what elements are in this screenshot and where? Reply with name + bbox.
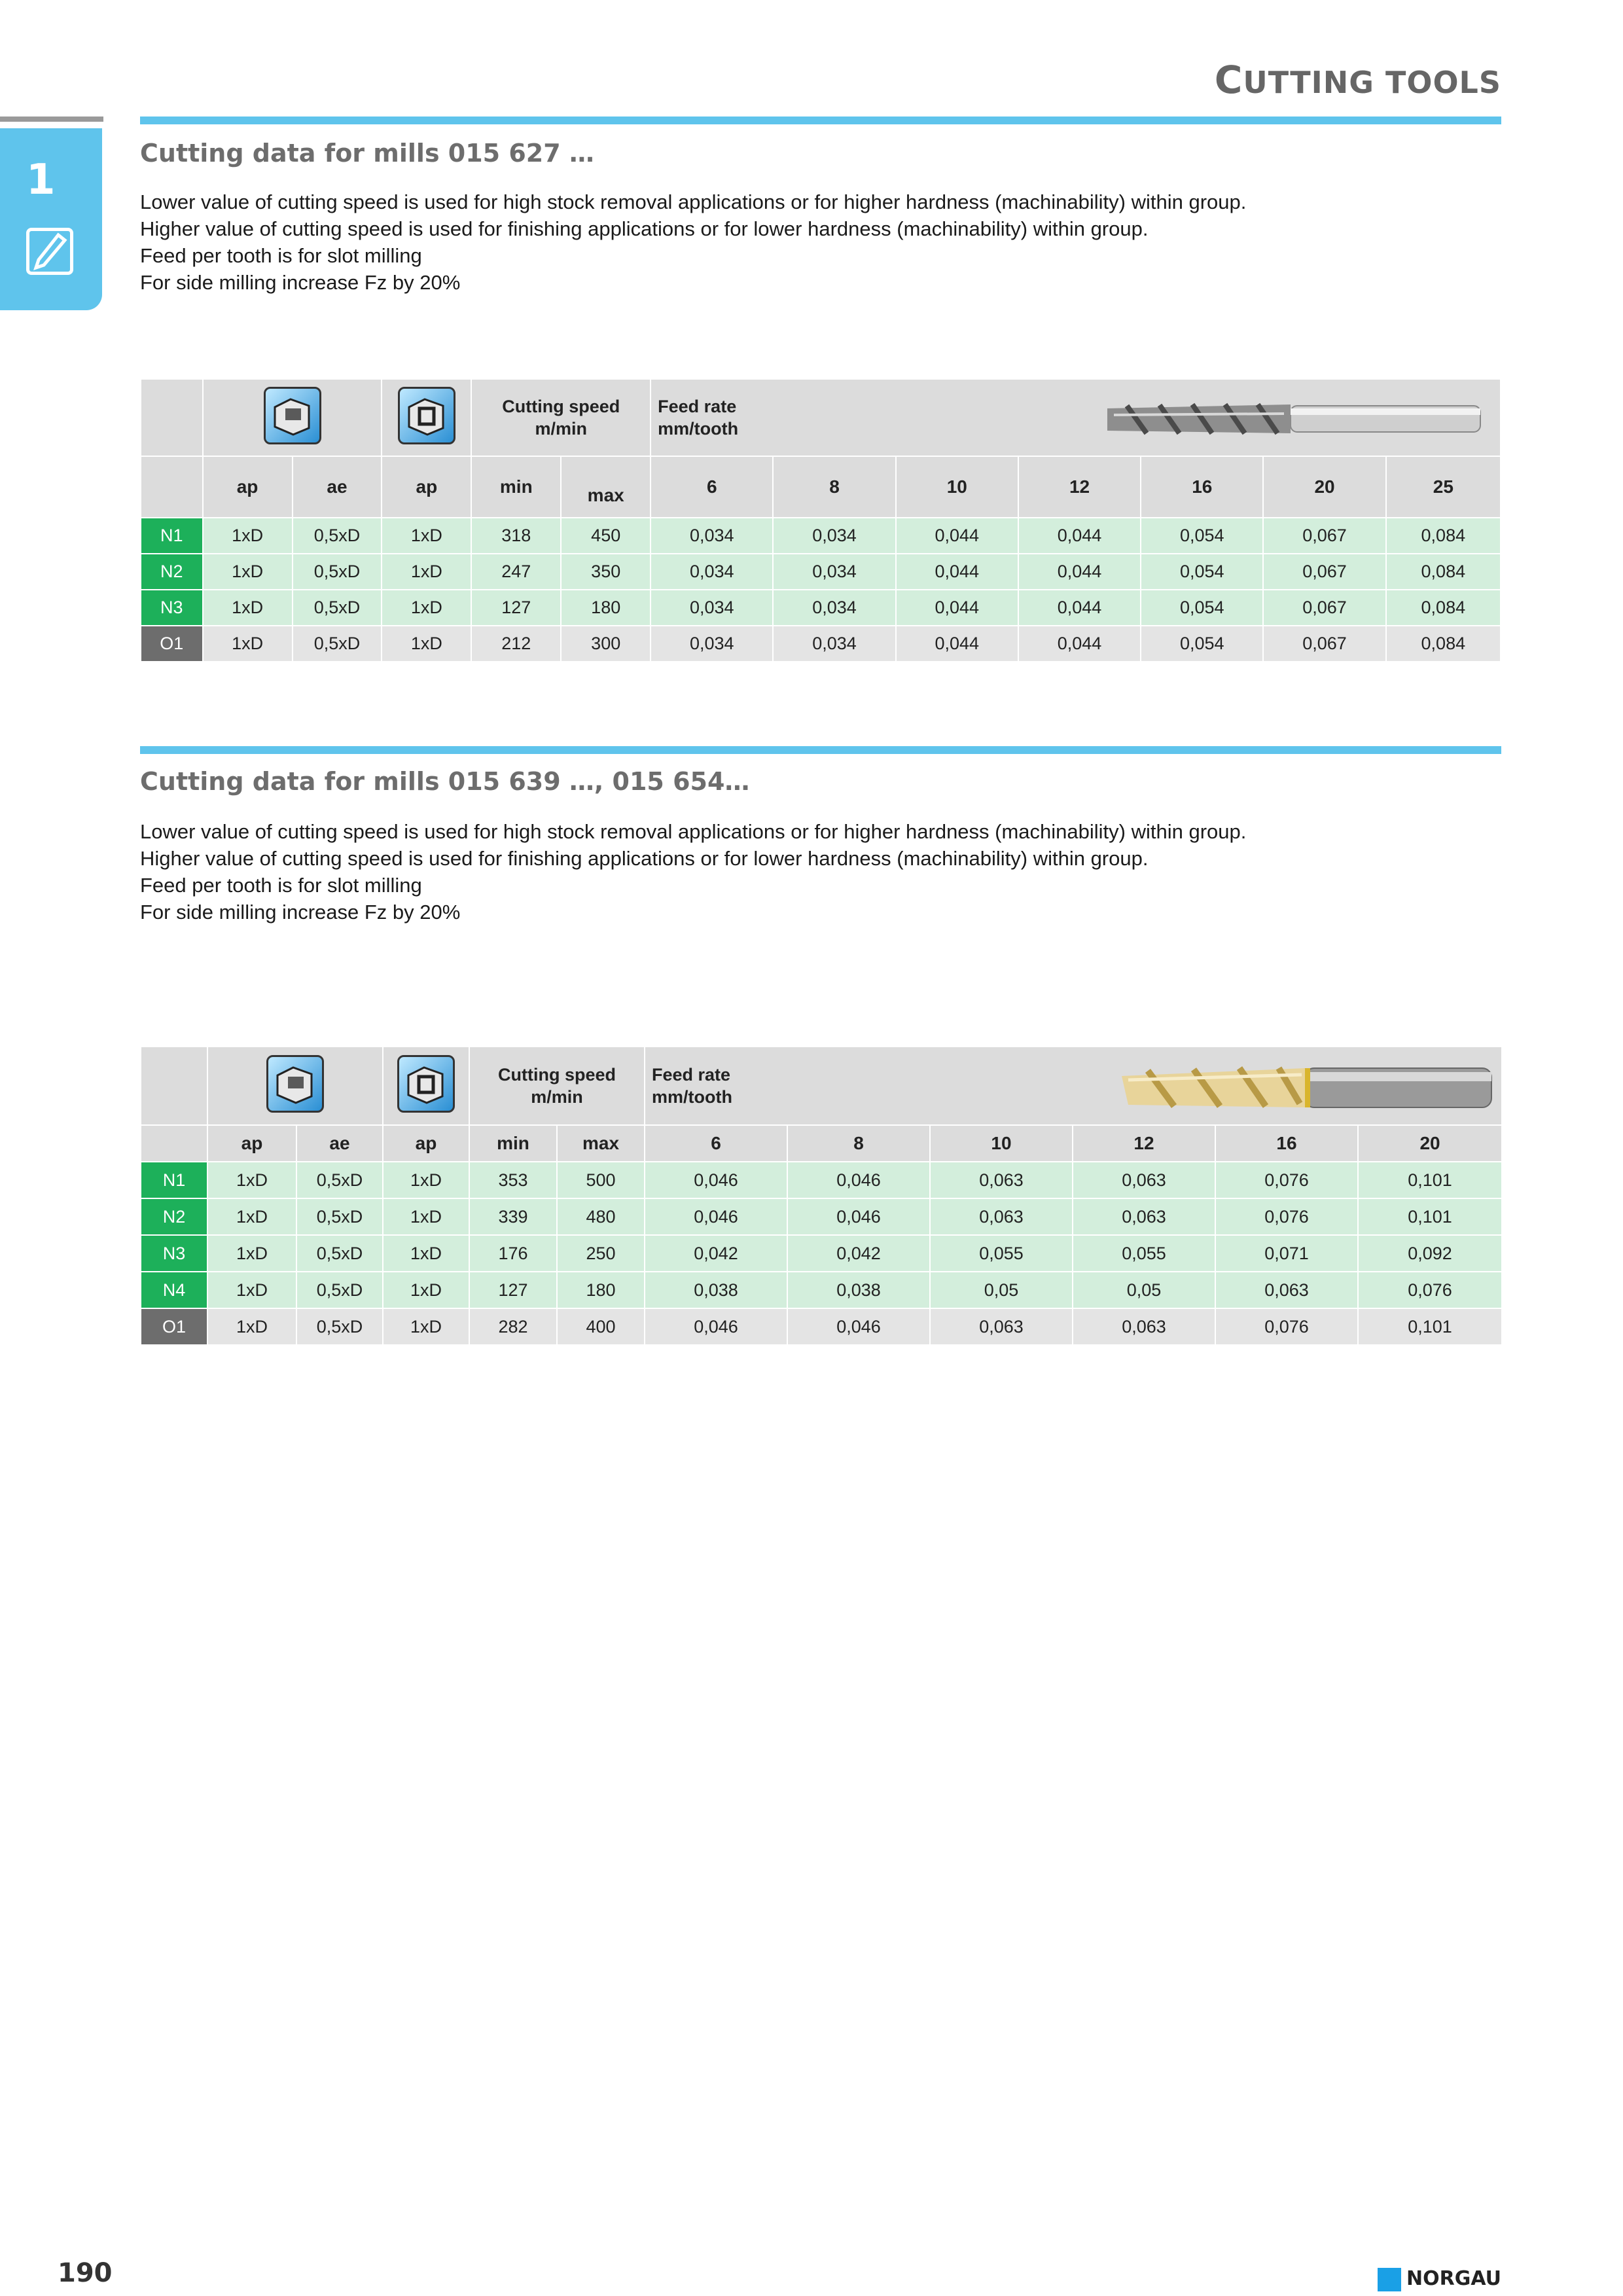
corner-cell	[141, 379, 203, 456]
slot-milling-icon	[266, 1055, 324, 1113]
header-title-rest: UTTING TOOLS	[1243, 65, 1501, 100]
page-number: 190	[58, 2258, 113, 2288]
feed-rate-header	[645, 1047, 1502, 1125]
cutting-speed-unit: m/min	[535, 419, 587, 439]
column-header: ap	[383, 1125, 469, 1162]
table-cell: 0,101	[1358, 1198, 1502, 1235]
table-cell: 0,044	[896, 626, 1018, 662]
header-title-cap: C	[1214, 58, 1243, 102]
drill-icon	[26, 228, 73, 275]
column-header: 20	[1358, 1125, 1502, 1162]
material-group-cell: N1	[141, 518, 203, 554]
table-cell: 1xD	[382, 590, 471, 626]
table-cell: 0,044	[896, 518, 1018, 554]
feed-rate-unit: mm/tooth	[652, 1087, 732, 1107]
material-group-cell: N1	[141, 1162, 207, 1198]
table-cell: 0,067	[1263, 518, 1385, 554]
material-group-cell: N4	[141, 1272, 207, 1308]
column-header: 16	[1215, 1125, 1358, 1162]
table-cell: 0,044	[1018, 626, 1141, 662]
table-row	[141, 1162, 1502, 1198]
section1-notes	[140, 188, 1246, 296]
table-cell: 0,034	[773, 518, 895, 554]
table-cell: 282	[469, 1308, 557, 1345]
corner-cell	[141, 1047, 207, 1125]
table-cell: 0,101	[1358, 1308, 1502, 1345]
column-header: 20	[1263, 456, 1385, 518]
corner-cell	[141, 456, 203, 518]
cutting-speed-unit: m/min	[531, 1087, 583, 1107]
table-cell: 1xD	[207, 1308, 296, 1345]
table-cell: 1xD	[383, 1162, 469, 1198]
table-cell: 1xD	[383, 1235, 469, 1272]
table-cell: 0,5xD	[293, 626, 382, 662]
column-header: 8	[787, 1125, 930, 1162]
material-group-cell: O1	[141, 1308, 207, 1345]
pocket-milling-icon-cell	[382, 379, 471, 456]
section1-note: Higher value of cutting speed is used for finishing applications or for lower hardness (machinability) within group.	[140, 217, 1149, 240]
table-row	[141, 590, 1501, 626]
table-row	[141, 1235, 1502, 1272]
table-cell: 350	[561, 554, 651, 590]
table-cell: 0,034	[773, 626, 895, 662]
column-header: 6	[651, 456, 773, 518]
cutting-speed-label: Cutting speed	[498, 1065, 616, 1085]
table-cell: 127	[471, 590, 561, 626]
slot-milling-icon-cell	[207, 1047, 383, 1125]
cutting-data-table-2	[140, 1046, 1503, 1346]
table-cell: 0,5xD	[293, 518, 382, 554]
pocket-milling-icon	[398, 387, 455, 444]
section2-title: Cutting data for mills 015 639 …, 015 654…	[140, 767, 750, 796]
section1-title: Cutting data for mills 015 627 …	[140, 139, 594, 168]
table-row	[141, 1198, 1502, 1235]
table-cell: 0,046	[645, 1162, 787, 1198]
cutting-speed-header	[471, 379, 651, 456]
material-group-cell: N3	[141, 590, 203, 626]
column-header: ap	[382, 456, 471, 518]
table-cell: 353	[469, 1162, 557, 1198]
section2-note: Lower value of cutting speed is used for high stock removal applications or for higher hardness (machinability) within group.	[140, 820, 1247, 843]
feed-rate-label: Feed rate	[652, 1065, 731, 1085]
table-cell: 0,054	[1141, 518, 1263, 554]
section1-note: For side milling increase Fz by 20%	[140, 271, 461, 294]
table-cell: 0,05	[1073, 1272, 1215, 1308]
table-cell: 0,044	[896, 590, 1018, 626]
section2-note: Feed per tooth is for slot milling	[140, 874, 422, 897]
table-cell: 0,5xD	[293, 590, 382, 626]
brand-logo	[1378, 2267, 1501, 2291]
table-cell: 0,071	[1215, 1235, 1358, 1272]
table-cell: 339	[469, 1198, 557, 1235]
table-cell: 0,034	[651, 590, 773, 626]
pocket-milling-icon	[397, 1055, 455, 1113]
material-group-cell: N3	[141, 1235, 207, 1272]
column-header: max	[561, 456, 651, 518]
table-cell: 0,063	[1215, 1272, 1358, 1308]
table-cell: 0,046	[787, 1198, 930, 1235]
column-header: min	[469, 1125, 557, 1162]
table-cell: 0,5xD	[293, 554, 382, 590]
section1-note: Lower value of cutting speed is used for high stock removal applications or for higher hardness (machinability) within group.	[140, 190, 1247, 213]
table-cell: 480	[557, 1198, 645, 1235]
feed-rate-unit: mm/tooth	[658, 419, 739, 439]
table-cell: 0,044	[1018, 518, 1141, 554]
table-cell: 318	[471, 518, 561, 554]
table-cell: 0,044	[1018, 554, 1141, 590]
feed-rate-label: Feed rate	[658, 397, 737, 416]
column-header: 8	[773, 456, 895, 518]
table-cell: 400	[557, 1308, 645, 1345]
table-cell: 0,042	[787, 1235, 930, 1272]
section2-notes	[140, 818, 1246, 925]
table-cell: 0,063	[1073, 1198, 1215, 1235]
table-cell: 1xD	[207, 1198, 296, 1235]
material-group-cell: N2	[141, 1198, 207, 1235]
table-cell: 0,034	[651, 626, 773, 662]
table-cell: 0,5xD	[296, 1235, 383, 1272]
column-header: 10	[930, 1125, 1073, 1162]
table-cell: 0,063	[930, 1198, 1073, 1235]
table-cell: 0,044	[1018, 590, 1141, 626]
table-row	[141, 1308, 1502, 1345]
column-header: max	[557, 1125, 645, 1162]
table-cell: 1xD	[203, 590, 293, 626]
table-cell: 0,038	[787, 1272, 930, 1308]
table-cell: 0,067	[1263, 554, 1385, 590]
table-row	[141, 518, 1501, 554]
cutting-data-table-1	[140, 378, 1501, 662]
table-cell: 0,5xD	[296, 1308, 383, 1345]
table-cell: 500	[557, 1162, 645, 1198]
table-cell: 1xD	[203, 554, 293, 590]
table-cell: 0,034	[773, 554, 895, 590]
cutting-speed-label: Cutting speed	[502, 397, 620, 416]
table-cell: 0,055	[1073, 1235, 1215, 1272]
feed-rate-header	[651, 379, 1501, 456]
column-header: 25	[1386, 456, 1501, 518]
table-cell: 0,084	[1386, 590, 1501, 626]
table-cell: 0,084	[1386, 626, 1501, 662]
column-header: 6	[645, 1125, 787, 1162]
column-header: 12	[1018, 456, 1141, 518]
table-cell: 1xD	[203, 518, 293, 554]
column-header: min	[471, 456, 561, 518]
side-tab-rule	[0, 117, 103, 122]
column-header: ae	[296, 1125, 383, 1162]
table-cell: 127	[469, 1272, 557, 1308]
table-cell: 0,5xD	[296, 1198, 383, 1235]
table-cell: 212	[471, 626, 561, 662]
table-cell: 0,054	[1141, 590, 1263, 626]
table-cell: 1xD	[207, 1162, 296, 1198]
table-cell: 1xD	[207, 1272, 296, 1308]
table-cell: 1xD	[383, 1308, 469, 1345]
table-cell: 0,076	[1215, 1308, 1358, 1345]
cutting-speed-header	[469, 1047, 645, 1125]
column-header: ap	[207, 1125, 296, 1162]
material-group-cell: O1	[141, 626, 203, 662]
table-cell: 0,092	[1358, 1235, 1502, 1272]
table-cell: 0,046	[787, 1308, 930, 1345]
table-cell: 0,063	[930, 1162, 1073, 1198]
table-cell: 0,076	[1215, 1198, 1358, 1235]
table-row	[141, 1272, 1502, 1308]
table-cell: 1xD	[203, 626, 293, 662]
table-cell: 0,063	[1073, 1308, 1215, 1345]
table-cell: 1xD	[382, 554, 471, 590]
table-cell: 0,034	[651, 554, 773, 590]
table-cell: 300	[561, 626, 651, 662]
table-cell: 0,076	[1358, 1272, 1502, 1308]
table-cell: 0,054	[1141, 626, 1263, 662]
end-mill-image	[1101, 389, 1487, 448]
table-cell: 0,046	[645, 1308, 787, 1345]
brand-square-icon	[1378, 2268, 1401, 2291]
table-cell: 0,046	[787, 1162, 930, 1198]
section2-note: Higher value of cutting speed is used for finishing applications or for lower hardness (machinability) within group.	[140, 847, 1149, 870]
slot-milling-icon	[264, 387, 321, 444]
pocket-milling-icon-cell	[383, 1047, 469, 1125]
corner-cell	[141, 1125, 207, 1162]
table-cell: 0,05	[930, 1272, 1073, 1308]
table-cell: 0,063	[930, 1308, 1073, 1345]
table-cell: 1xD	[382, 626, 471, 662]
table-cell: 0,067	[1263, 590, 1385, 626]
table-cell: 176	[469, 1235, 557, 1272]
table-cell: 0,054	[1141, 554, 1263, 590]
table-cell: 0,038	[645, 1272, 787, 1308]
table-cell: 0,046	[645, 1198, 787, 1235]
table-cell: 0,042	[645, 1235, 787, 1272]
table-cell: 0,067	[1263, 626, 1385, 662]
header-rule	[140, 117, 1501, 124]
section2-rule	[140, 746, 1501, 754]
column-header: ap	[203, 456, 293, 518]
table-cell: 0,055	[930, 1235, 1073, 1272]
end-mill-image	[1115, 1054, 1495, 1119]
table-cell: 0,084	[1386, 518, 1501, 554]
column-header: ae	[293, 456, 382, 518]
table-cell: 1xD	[383, 1272, 469, 1308]
table-cell: 180	[561, 590, 651, 626]
column-header: 12	[1073, 1125, 1215, 1162]
table-cell: 0,076	[1215, 1162, 1358, 1198]
table-cell: 1xD	[382, 518, 471, 554]
table-cell: 180	[557, 1272, 645, 1308]
table-row	[141, 626, 1501, 662]
table-row	[141, 554, 1501, 590]
table-cell: 0,063	[1073, 1162, 1215, 1198]
table-cell: 0,044	[896, 554, 1018, 590]
table-cell: 247	[471, 554, 561, 590]
table-cell: 0,084	[1386, 554, 1501, 590]
table-cell: 450	[561, 518, 651, 554]
column-header: 16	[1141, 456, 1263, 518]
section2-note: For side milling increase Fz by 20%	[140, 901, 461, 924]
table-cell: 1xD	[207, 1235, 296, 1272]
chapter-number: 1	[26, 156, 56, 204]
table-cell: 250	[557, 1235, 645, 1272]
table-cell: 0,5xD	[296, 1162, 383, 1198]
slot-milling-icon-cell	[203, 379, 382, 456]
page-header-title	[1215, 58, 1501, 102]
section1-note: Feed per tooth is for slot milling	[140, 244, 422, 267]
table-cell: 0,034	[773, 590, 895, 626]
table-cell: 0,034	[651, 518, 773, 554]
brand-name: NORGAU	[1406, 2267, 1501, 2290]
table-cell: 0,5xD	[296, 1272, 383, 1308]
material-group-cell: N2	[141, 554, 203, 590]
column-header: 10	[896, 456, 1018, 518]
table-cell: 1xD	[383, 1198, 469, 1235]
table-cell: 0,101	[1358, 1162, 1502, 1198]
